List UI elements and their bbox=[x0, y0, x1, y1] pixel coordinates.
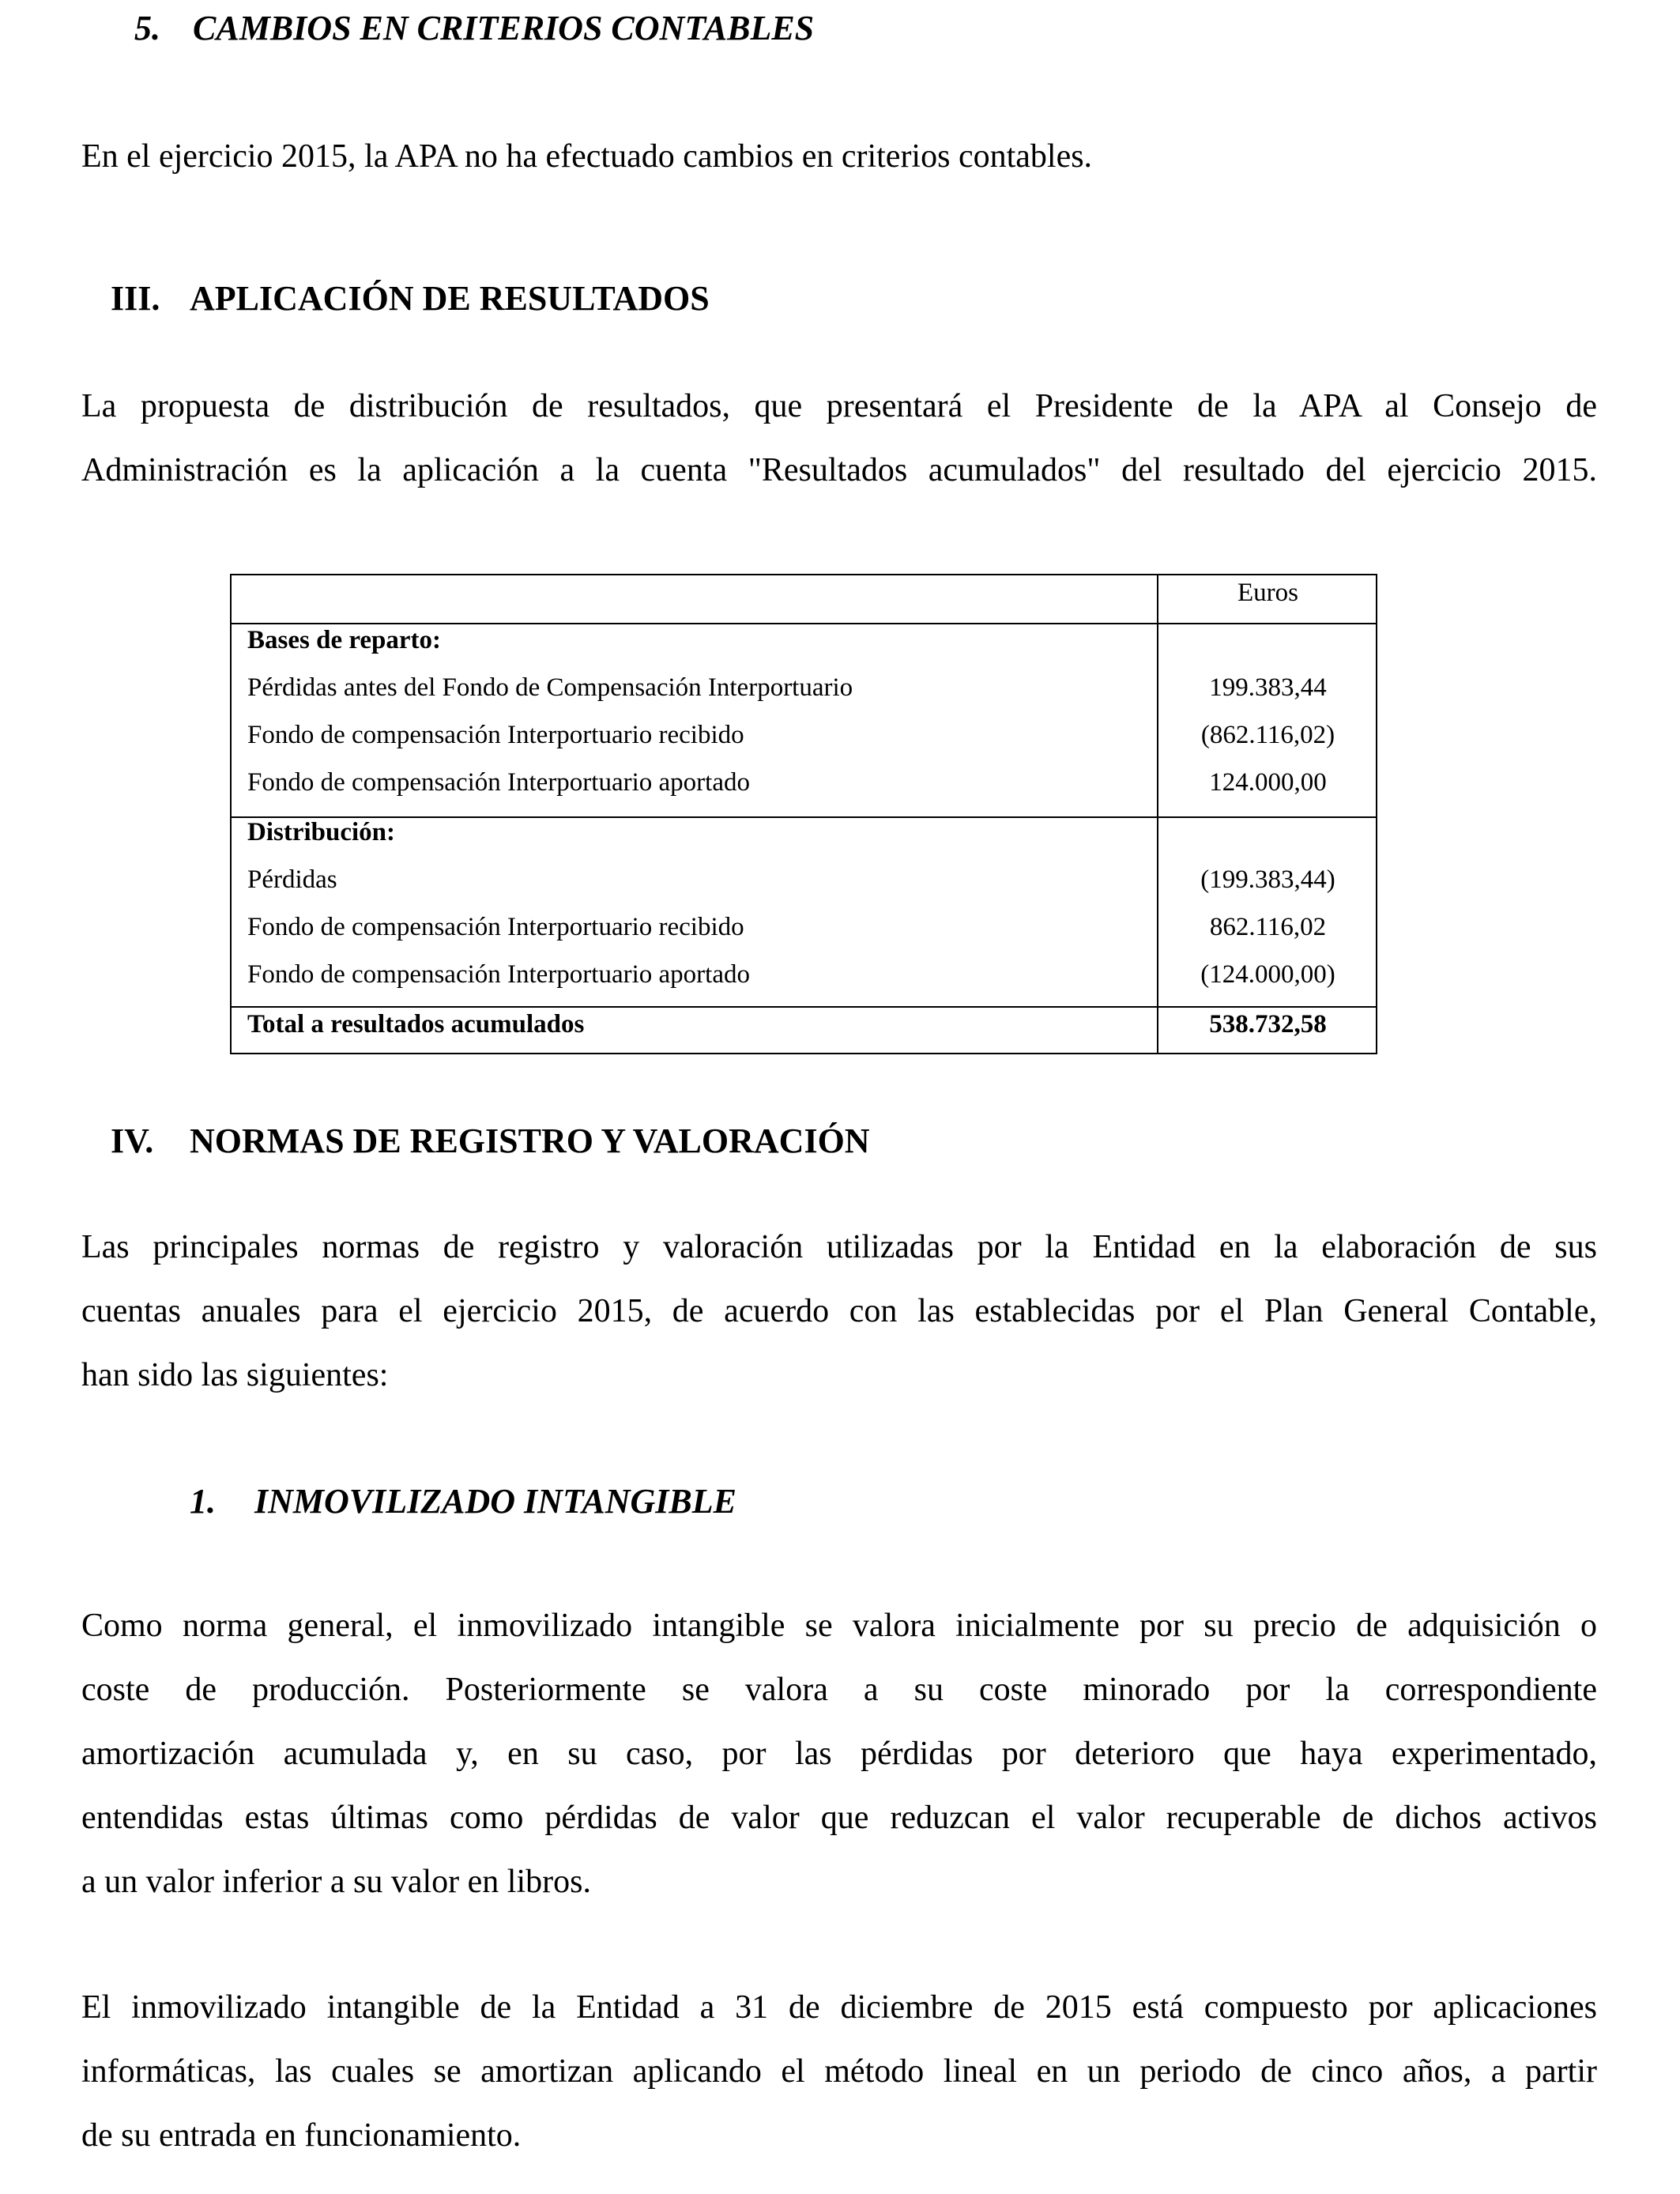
table-row-value: 124.000,00 bbox=[1209, 768, 1327, 797]
paragraph-line: coste de producción. Posteriormente se valora a su coste minorado por la correspondiente bbox=[81, 1672, 1597, 1708]
paragraph-line: Como norma general, el inmovilizado intangible se valora inicialmente por su precio de adquisición o bbox=[81, 1608, 1597, 1644]
table-row-value: (862.116,02) bbox=[1200, 721, 1335, 749]
section-number: 5. bbox=[134, 9, 160, 47]
paragraph-line: entendidas estas últimas como pérdidas de valor que reduzcan el valor recuperable de dichos activos bbox=[81, 1800, 1597, 1836]
paragraph-aplicacion bbox=[81, 375, 1597, 503]
row-divider bbox=[232, 1006, 1376, 1008]
table-row-label: Fondo de compensación Interportuario recibido bbox=[247, 721, 744, 749]
column-header-euros: Euros bbox=[1237, 579, 1298, 607]
paragraph-line: a un valor inferior a su valor en libros. bbox=[81, 1864, 591, 1900]
table-row-label: Fondo de compensación Interportuario aportado bbox=[247, 768, 750, 797]
section-number: 1. bbox=[190, 1482, 216, 1521]
section-1-heading bbox=[190, 1481, 736, 1521]
paragraph-line: cuentas anuales para el ejercicio 2015, de acuerdo con las establecidas por el Plan General Contable, bbox=[81, 1293, 1597, 1329]
paragraph-line: de su entrada en funcionamiento. bbox=[81, 2117, 522, 2154]
section-iii-heading bbox=[111, 278, 710, 319]
group-title-bases: Bases de reparto: bbox=[247, 626, 442, 654]
paragraph-inmovilizado-1 bbox=[81, 1594, 1597, 1914]
paragraph-line: informáticas, las cuales se amortizan aplicando el método lineal en un periodo de cinco años, a partir bbox=[81, 2053, 1597, 2090]
table-row-label: Fondo de compensación Interportuario recibido bbox=[247, 913, 744, 941]
paragraph-line: han sido las siguientes: bbox=[81, 1357, 389, 1393]
table-row-value: (124.000,00) bbox=[1200, 960, 1335, 989]
distribution-table bbox=[230, 574, 1377, 1054]
section-title: APLICACIÓN DE RESULTADOS bbox=[190, 279, 710, 318]
section-number: III. bbox=[111, 279, 160, 318]
section-5-heading bbox=[134, 8, 814, 48]
total-value: 538.732,58 bbox=[1209, 1010, 1327, 1039]
paragraph-line: La propuesta de distribución de resultados, que presentará el Presidente de la APA al Consejo de bbox=[81, 388, 1597, 424]
row-divider bbox=[232, 816, 1376, 818]
paragraph-criterios: En el ejercicio 2015, la APA no ha efectuado cambios en criterios contables. bbox=[81, 138, 1093, 175]
section-title: CAMBIOS EN CRITERIOS CONTABLES bbox=[193, 9, 815, 47]
paragraph-normas bbox=[81, 1216, 1597, 1408]
row-divider bbox=[232, 623, 1376, 624]
section-iv-heading bbox=[111, 1121, 870, 1161]
section-title: NORMAS DE REGISTRO Y VALORACIÓN bbox=[190, 1122, 870, 1160]
table-row-label: Pérdidas bbox=[247, 865, 337, 894]
paragraph-inmovilizado-2 bbox=[81, 1976, 1597, 2168]
group-title-distribucion: Distribución: bbox=[247, 818, 396, 846]
paragraph-line: Las principales normas de registro y valoración utilizadas por la Entidad en la elaboración de sus bbox=[81, 1229, 1597, 1265]
table-row-value: (199.383,44) bbox=[1200, 865, 1335, 894]
section-number: IV. bbox=[111, 1122, 154, 1160]
paragraph-line: El inmovilizado intangible de la Entidad a 31 de diciembre de 2015 está compuesto por aplicaciones bbox=[81, 1989, 1597, 2026]
table-row-label: Pérdidas antes del Fondo de Compensación Interportuario bbox=[247, 673, 853, 702]
table-row-label: Fondo de compensación Interportuario aportado bbox=[247, 960, 750, 989]
table-row-value: 862.116,02 bbox=[1209, 913, 1327, 941]
table-row-value: 199.383,44 bbox=[1209, 673, 1327, 702]
paragraph-line: amortización acumulada y, en su caso, por las pérdidas por deterioro que haya experimentado, bbox=[81, 1736, 1597, 1772]
section-title: INMOVILIZADO INTANGIBLE bbox=[254, 1482, 736, 1521]
paragraph-line: Administración es la aplicación a la cuenta "Resultados acumulados" del resultado del ejercicio 2015. bbox=[81, 452, 1597, 488]
total-label: Total a resultados acumulados bbox=[247, 1010, 585, 1039]
